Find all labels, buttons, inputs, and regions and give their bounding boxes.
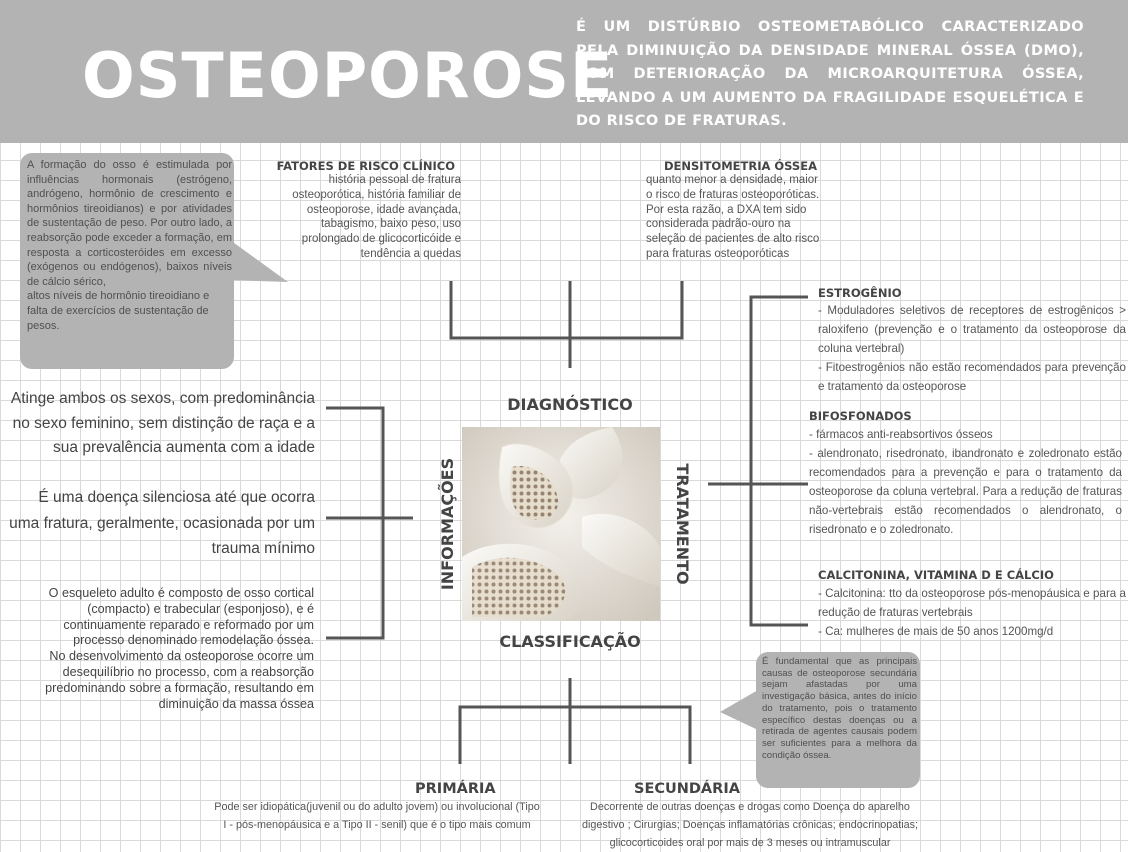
bone-formation-text: A formação do osso é estimulada por influências hormonais (estrógeno, andrógeno, hormônio de crescimento e hormônios tireoidianos) e por atividades de sustentação de peso. Por outro lado, a reabsorção pode exceder a formação, em resposta a corticosteróides em excesso (exógenos ou endógenos), baixos níveis de cálcio sérico, [27, 159, 232, 288]
risk-factors-text: história pessoal de fratura osteoporótica, história familiar de osteoporose, idade avançada, tabagismo, baixo peso, uso prolongado de glicocorticóide e tendência a quedas [292, 174, 461, 260]
diagnostico-connector [451, 281, 682, 338]
info-item-3a: O esqueleto adulto é composto de osso cortical (compacto) e trabecular (esponjoso), e é continuamente reparado e reformado por um processo denominado remodelação óssea. [48, 586, 314, 648]
estrogenio-title: ESTROGÊNIO [818, 286, 902, 300]
risk-factors-title: FATORES DE RISCO CLÍNICO [276, 159, 455, 173]
bone-formation-text-block [27, 158, 232, 333]
info-item-3b: No desenvolvimento da osteoporose ocorre um desequilíbrio no processo, com a reabsorção predominando sobre a formação, resultando em diminuição da massa óssea [45, 649, 314, 711]
calcitonina-item-1: - Calcitonina: tto da osteoporose pós-menopáusica e para a redução de fraturas vertebrais [818, 587, 1126, 619]
primaria-text: Pode ser idiopática(juvenil ou do adulto jovem) ou involucional (Tipo I - pós-menopáusica e a Tipo II - senil) que é o tipo mais comum [214, 801, 540, 831]
estrogenio-item-1: - Moduladores seletivos de receptores de estrogênicos > raloxifeno (prevenção e o tratamento da osteoporose da coluna vertebral) [818, 304, 1126, 355]
tratamento-label: TRATAMENTO [673, 463, 692, 585]
definition-text: É UM DISTÚRBIO OSTEOMETABÓLICO CARACTERIZADO PELA DIMINUIÇÃO DA DENSIDADE MINERAL ÓSSEA (DMO), COM DETERIORAÇÃO DA MICROARQUITETURA ÓSSEA, LEVANDO A UM AUMENTO DA FRAGILIDADE ESQUELÉTICA E DO RISCO DE FRATURAS. [576, 19, 1084, 130]
secondary-causes-text: É fundamental que as principais causas de osteoporose secundária sejam afastadas por uma investigação básica, antes do início do tratamento, pois o tratamento específico destas doenças ou a retirada de agentes causais podem ser suficientes para a melhora da condição óssea. [762, 656, 917, 761]
secundaria-text: Decorrente de outras doenças e drogas como Doença do aparelho digestivo ; Cirurgias; Doenças inflamatórias crônicas; endocrinopatias; glicocorticoides oral por mais de 3 meses ou intramuscular [581, 801, 919, 849]
bone-formation-text-2: altos níveis de hormônio tireoidiano e falta de exercícios de sustentação de pesos. [27, 290, 210, 332]
secondary-bubble-pointer [720, 690, 760, 734]
diagnostico-label: DIAGNÓSTICO [507, 395, 633, 414]
bifosfonados-item-1: - fármacos anti-reabsortivos ósseos [809, 428, 993, 441]
info-item-3-block [20, 586, 314, 712]
primaria-title: PRIMÁRIA [415, 781, 496, 797]
bifosfonados-title: BIFOSFONADOS [809, 409, 912, 423]
bubble-pointer [230, 240, 290, 300]
page-title: OSTEOPOROSE [82, 39, 614, 112]
classificacao-label: CLASSIFICAÇÃO [499, 632, 641, 651]
informacoes-label: INFORMAÇÕES [438, 457, 457, 591]
info-item-1: Atinge ambos os sexos, com predominância no sexo feminino, sem distinção de raça e a sua prevalência aumenta com a idade [10, 390, 315, 456]
densitometry-title: DENSITOMETRIA ÓSSEA [664, 159, 817, 173]
secundaria-title: SECUNDÁRIA [634, 781, 740, 797]
info-item-2: É uma doença silenciosa até que ocorra uma fratura, geralmente, ocasionada por um trauma mínimo [9, 489, 315, 557]
bifosfonados-block [809, 425, 1122, 539]
calcitonina-block [818, 584, 1126, 641]
trabecular-bone-image [462, 427, 660, 621]
estrogenio-block [818, 302, 1126, 397]
treatment-bracket [751, 297, 808, 625]
estrogenio-item-2: - Fitoestrogênios não estão recomendados para prevenção e tratamento da osteoporose [818, 360, 1126, 393]
densitometry-text: quanto menor a densidade, maior o risco de fraturas osteoporóticas. Por esta razão, a DXA tem sido considerada padrão-ouro na seleção de pacientes de alto risco para fraturas osteoporóticas [646, 174, 820, 260]
classification-connector [460, 707, 690, 764]
calcitonina-item-2: - Ca: mulheres de mais de 50 anos 1200mg/d [818, 625, 1054, 638]
calcitonina-title: CALCITONINA, VITAMINA D E CÁLCIO [818, 568, 1054, 582]
bifosfonados-item-2: - alendronato, risedronato, ibandronato e zoledronato estão recomendados para a prevenção e para o tratamento da osteoporose da coluna vertebral. Para a redução de fraturas não-vertebrais estão recomendados o alendronato, o risedronato e o zoledronato. [809, 447, 1122, 536]
